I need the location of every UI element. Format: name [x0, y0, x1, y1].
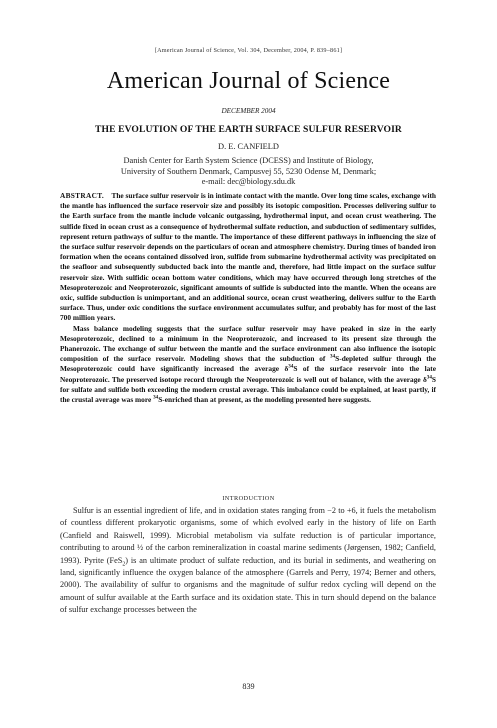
body-paragraph	[60, 505, 436, 617]
page-number: 839	[242, 682, 255, 691]
superscript: 34	[426, 374, 432, 381]
body-text: ) is an ultimate product of sulfate reduction, and its burial in sediments, and weathering on land, significantly influence the oxygen balance of the atmosphere (Garrels and Perry, 1974; Berner and others, 2000). The availability of sulfur to organisms and the magnitude of sulfur redox cycling will depend on the amount of sulfur available at the Earth surface and its oxidation state. This in turn should depend on the balance of sulfur exchange processes between the	[60, 555, 436, 615]
journal-title: American Journal of Science	[106, 68, 391, 94]
author-email: e-mail: dec@biology.sdu.dk	[201, 177, 296, 187]
abstract-text: Mass balance modeling suggests that the surface sulfur reservoir may have peaked in size in the early Mesoproterozoic, declined to a minimum in the Neoproterozoic, and increased to its present size through the Phanerozoic. The exchange of sulfur between the mantle and the surface environment can also influence the isotopic composition of the surface reservoir. Modeling shows that the subduction of	[60, 323, 436, 364]
section-heading: INTRODUCTION	[222, 495, 275, 502]
affiliation-line: University of Southern Denmark, Campusvej 55, 5230 Odense M, Denmark;	[120, 166, 377, 176]
abstract-text: S for sulfate and sulfide both exceeding the modern crustal average. This imbalance could be explained, at least partly, if the crustal average was more	[60, 374, 436, 405]
author-affiliation	[60, 156, 437, 188]
superscript: 34	[153, 394, 159, 401]
issue-date: DECEMBER 2004	[221, 107, 276, 115]
abstract-label: ABSTRACT.	[60, 191, 104, 200]
abstract-text: S of the surface reservoir into the late Neoproterozoic. The preserved isotope record through the Neoproterozoic is well out of balance, with the average δ	[60, 364, 436, 384]
introduction-body	[60, 505, 436, 617]
abstract	[60, 191, 436, 405]
abstract-paragraph	[60, 191, 436, 324]
article-title: THE EVOLUTION OF THE EARTH SURFACE SULFUR RESERVOIR	[95, 124, 402, 135]
abstract-text: S-depleted sulfur through the Mesoproterozoic could have significantly increased the average δ	[60, 354, 436, 374]
abstract-text: The surface sulfur reservoir is in intimate contact with the mantle. Over long time scales, exchange with the mantle has influenced the surface reservoir size and possibly its isotopic composition. Processes delivering sulfur to the Earth surface from the mantle include volcanic outgassing, hydrothermal input, and ocean crust weathering. The sulfide fixed in ocean crust as a consequence of hydrothermal sulfate reduction, and subduction of sedimentary sulfides, represent return pathways of sulfur to the mantle. The importance of these different pathways in influencing the size of the surface sulfur reservoir depends on the particulars of ocean and atmosphere chemistry. During times of banded iron formation when the oceans contained dissolved iron, sulfide from submarine hydrothermal activity was precipitated on the seafloor and subsequently subducted back into the mantle and, therefore, had little impact on the surface sulfur reservoir size. With sulfidic ocean bottom water conditions, which may have occurred through long stretches of the Mesoproterozoic and Neoproterozoic, significant amounts of sulfide is subducted into the mantle. When the oceans are oxic, sulfide subduction is unimportant, and an additional source, ocean crust weathering, delivers sulfur to the Earth surface. Thus, under oxic conditions the surface environment accumulates sulfur, and probably has for most of the last 700 million years.	[60, 191, 437, 323]
affiliation-line: Danish Center for Earth System Science (DCESS) and Institute of Biology,	[123, 156, 374, 165]
body-text: Sulfur is an essential ingredient of life, and in oxidation states ranging from −2 to +6, it fuels the metabolism of countless different prokaryotic organisms, some of which evolved early in the history of life on Earth (Canfield and Raiswell, 1999). Microbial metabolism via sulfate reduction is of particular importance, contributing to around ½ of the carbon remineralization in coastal marine sediments (Jørgensen, 1982; Canfield, 1993). Pyrite (FeS	[60, 506, 436, 565]
subscript: 2	[122, 561, 126, 568]
abstract-paragraph	[60, 324, 436, 406]
superscript: 34	[288, 364, 294, 371]
citation-line: [American Journal of Science, Vol. 304, December, 2004, P. 839–861]	[154, 47, 343, 54]
abstract-text: S-enriched than at present, as the modeling presented here suggests.	[158, 395, 371, 405]
author-name: D. E. CANFIELD	[218, 142, 279, 151]
superscript: 34	[330, 353, 336, 360]
